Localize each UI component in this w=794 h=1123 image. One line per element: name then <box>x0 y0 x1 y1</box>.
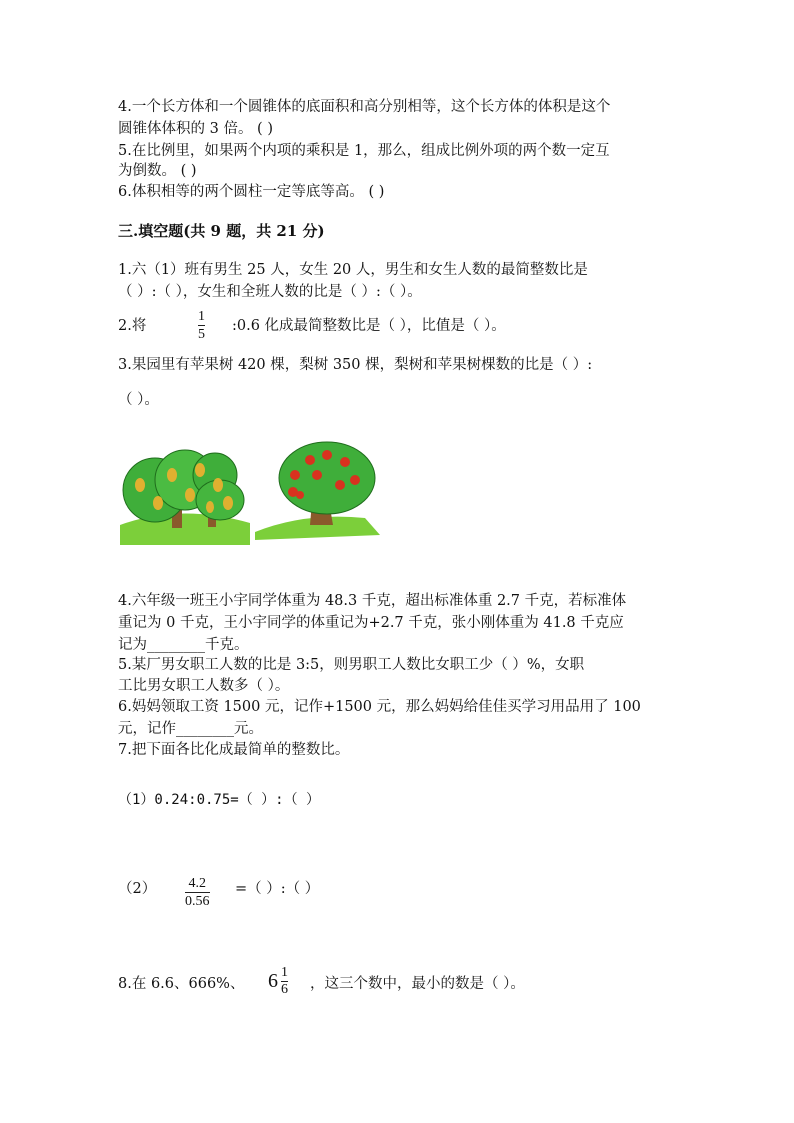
fill-q4-line3: 记为________千克。 <box>118 637 249 653</box>
fill-q3-line1: 3.果园里有苹果树 420 棵，梨树 350 棵，梨树和苹果树棵数的比是（ ）: <box>118 357 593 373</box>
fill-q7-fraction <box>185 876 210 909</box>
fill-q5-line2: 工比男女职工人数多（ ）。 <box>118 678 290 694</box>
mixed-fraction <box>281 966 288 997</box>
fill-q6-line1: 6.妈妈领取工资 1500 元，记作+1500 元，那么妈妈给佳佳买学习用品用了 100 <box>118 699 641 715</box>
fraction-numerator: 1 <box>198 309 205 324</box>
fill-q2-fraction <box>198 309 205 342</box>
fraction-bar <box>185 892 210 893</box>
mixed-whole: 6 <box>268 970 278 992</box>
fill-q8-suffix: ，这三个数中，最小的数是（ ）。 <box>310 976 525 992</box>
fill-q2-prefix: 2.将 <box>118 318 147 334</box>
judge-q5-line2: 为倒数。 ( ) <box>118 163 197 179</box>
fill-q7-line1: 7.把下面各比化成最简单的整数比。 <box>118 742 350 758</box>
fill-q5-line1: 5.某厂男女职工人数的比是 3:5，则男职工人数比女职工少（ ）%，女职 <box>118 657 585 673</box>
fraction-numerator: 4.2 <box>188 876 206 891</box>
fill-q8-mixed-number <box>268 966 288 997</box>
fill-q4-line1: 4.六年级一班王小宇同学体重为 48.3 千克，超出标准体重 2.7 千克，若标准体 <box>118 593 627 609</box>
judge-q4-line1: 4.一个长方体和一个圆锥体的底面积和高分别相等，这个长方体的体积是这个 <box>118 99 611 115</box>
fraction-denominator: 5 <box>198 327 205 342</box>
fill-q6-line2: 元，记作________元。 <box>118 721 263 737</box>
fraction-denominator: 0.56 <box>185 894 210 909</box>
fill-q2-suffix: :0.6 化成最简整数比是（ ），比值是（ ）。 <box>232 318 506 334</box>
judge-q4-line2: 圆锥体体积的 3 倍。 ( ) <box>118 121 273 137</box>
pear-tree-illustration <box>120 445 250 545</box>
judge-q5-line1: 5.在比例里，如果两个内项的乘积是 1，那么，组成比例外项的两个数一定互 <box>118 143 610 159</box>
fill-q4-line2: 重记为 0 千克，王小宇同学的体重记为+2.7 千克，张小刚体重为 41.8 千克应 <box>118 615 624 631</box>
fraction-numerator: 1 <box>281 965 288 980</box>
fill-q7-sub2-prefix: （2） <box>118 881 157 897</box>
fill-q3-line2: （ ）。 <box>118 392 159 408</box>
fraction-bar <box>198 325 205 326</box>
section-title: 三.填空题(共 9 题，共 21 分) <box>118 222 325 240</box>
fill-q7-sub2-suffix: =（ ）:（ ） <box>235 881 320 897</box>
fill-q1-line2: （ ）:（ ），女生和全班人数的比是（ ）:（ ）。 <box>118 284 422 300</box>
fill-q8-prefix: 8.在 6.6、666%、 <box>118 976 245 992</box>
apple-tree-illustration <box>255 440 380 540</box>
fill-q7-sub1: （1）0.24:0.75=（ ）:（ ） <box>118 792 321 808</box>
fill-q1-line1: 1.六（1）班有男生 25 人，女生 20 人，男生和女生人数的最简整数比是 <box>118 262 588 278</box>
judge-q6-line1: 6.体积相等的两个圆柱一定等底等高。 ( ) <box>118 184 385 200</box>
fraction-denominator: 6 <box>281 982 288 997</box>
